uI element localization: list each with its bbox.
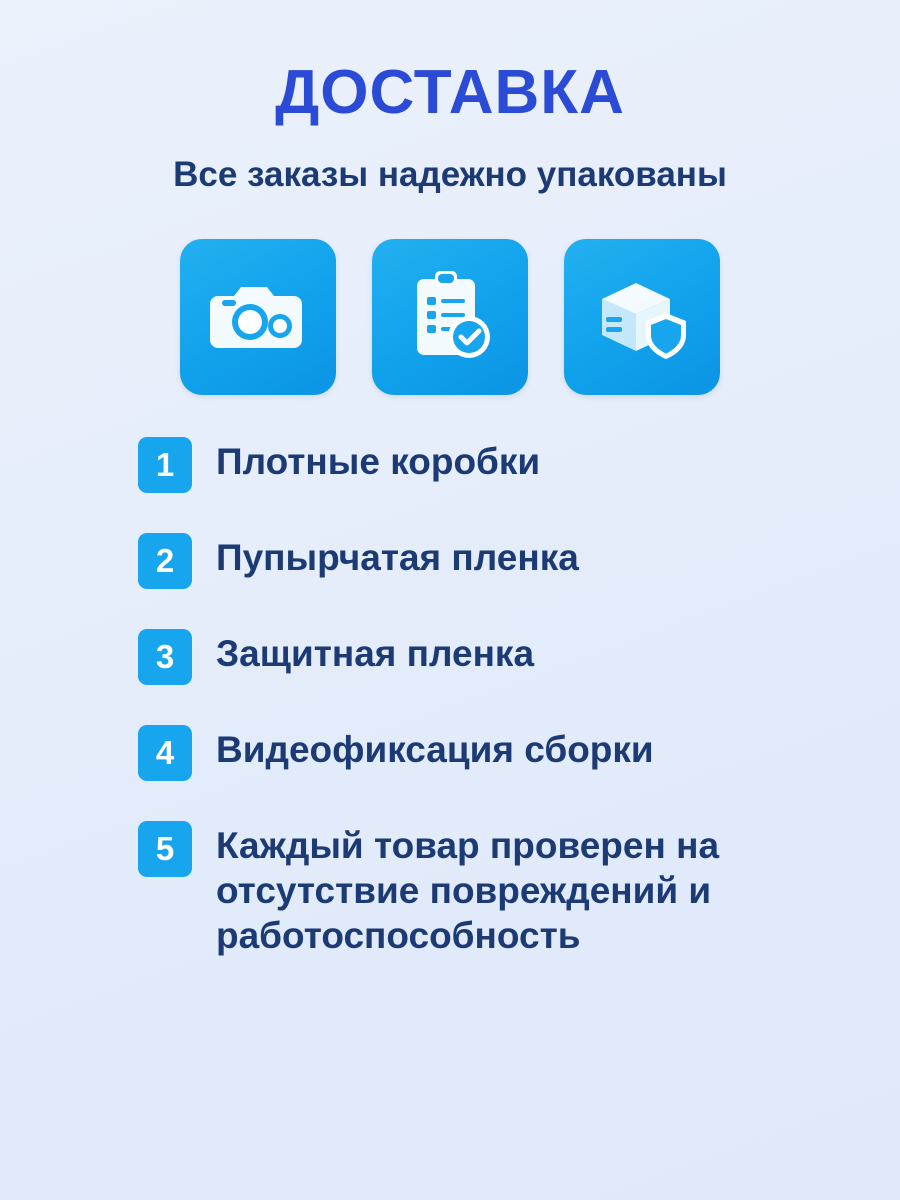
list-item [138,819,830,958]
icon-tile-box-shield [564,239,720,395]
list-item-label: Защитная пленка [216,632,535,674]
features-list [70,435,830,958]
list-item-label: Плотные коробки [216,440,541,482]
icon-tile-camera [180,239,336,395]
list-item-label: Видеофиксация сборки [216,728,654,770]
icon-tile-checklist [372,239,528,395]
icon-row [180,239,720,395]
list-item-number: 3 [138,629,192,685]
list-item [138,723,830,781]
box-shield-icon [592,273,692,361]
page-subtitle: Все заказы надежно упакованы [173,155,727,194]
list-item-number: 5 [138,821,192,877]
page-title: ДОСТАВКА [275,58,625,127]
list-item [138,435,830,493]
camera-icon [210,278,306,356]
list-item-label: Пупырчатая пленка [216,536,579,578]
list-item-number: 1 [138,437,192,493]
list-item [138,531,830,589]
list-item-number: 4 [138,725,192,781]
clipboard-check-icon [407,269,493,365]
list-item-label: Каждый товар проверен на отсутствие повреждений и работоспособность [216,824,720,956]
list-item [138,627,830,685]
list-item-number: 2 [138,533,192,589]
